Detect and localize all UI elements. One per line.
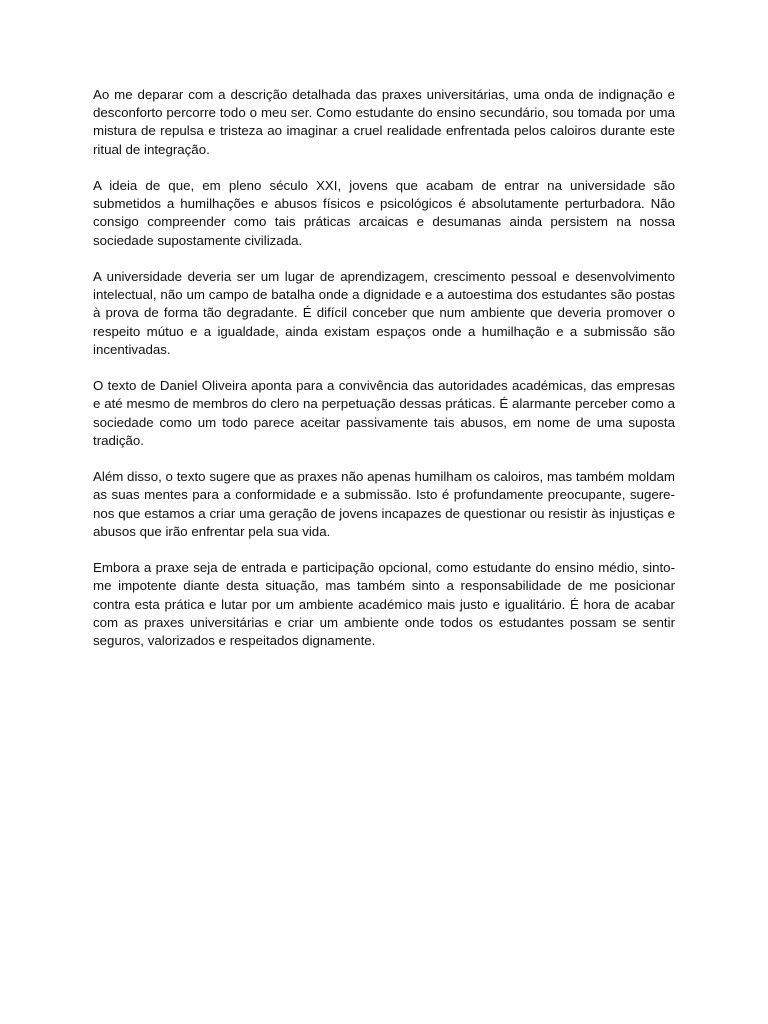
paragraph-4: O texto de Daniel Oliveira aponta para a convivência das autoridades académicas, das empresas e até mesmo de membros do clero na perpetuação dessas práticas. É alarmante perceber como a sociedade como um todo parece aceitar passivamente tais abusos, em nome de uma suposta tradição. — [93, 378, 675, 448]
paragraph-5: Além disso, o texto sugere que as praxes não apenas humilham os caloiros, mas também moldam as suas mentes para a conformidade e a submissão. Isto é profundamente preocupante, sugere-nos que estamos a criar uma geração de jovens incapazes de questionar ou resistir às injustiças e abusos que irão enfrentar pela sua vida. — [93, 469, 675, 539]
paragraph-6: Embora a praxe seja de entrada e participação opcional, como estudante do ensino médio, sinto-me impotente diante desta situação, mas também sinto a responsabilidade de me posicionar contra esta prática e lutar por um ambiente académico mais justo e igualitário. É hora de acabar com as praxes universitárias e criar um ambiente onde todos os estudantes possam se sentir seguros, valorizados e respeitados dignamente. — [93, 560, 675, 649]
paragraph-3: A universidade deveria ser um lugar de aprendizagem, crescimento pessoal e desenvolvimento intelectual, não um campo de batalha onde a dignidade e a autoestima dos estudantes são postas à prova de forma tão degradante. É difícil conceber que num ambiente que deveria promover o respeito mútuo e a igualdade, ainda existam espaços onde a humilhação e a submissão são incentivadas. — [93, 269, 675, 357]
document-body — [93, 86, 675, 668]
paragraph-1: Ao me deparar com a descrição detalhada das praxes universitárias, uma onda de indignação e desconforto percorre todo o meu ser. Como estudante do ensino secundário, sou tomada por uma mistura de repulsa e tristeza ao imaginar a cruel realidade enfrentada pelos caloiros durante este ritual de integração. — [93, 87, 675, 157]
paragraph-2: A ideia de que, em pleno século XXI, jovens que acabam de entrar na universidade são submetidos a humilhações e abusos físicos e psicológicos é absolutamente perturbadora. Não consigo compreender como tais práticas arcaicas e desumanas ainda persistem na nossa sociedade supostamente civilizada. — [93, 178, 675, 248]
